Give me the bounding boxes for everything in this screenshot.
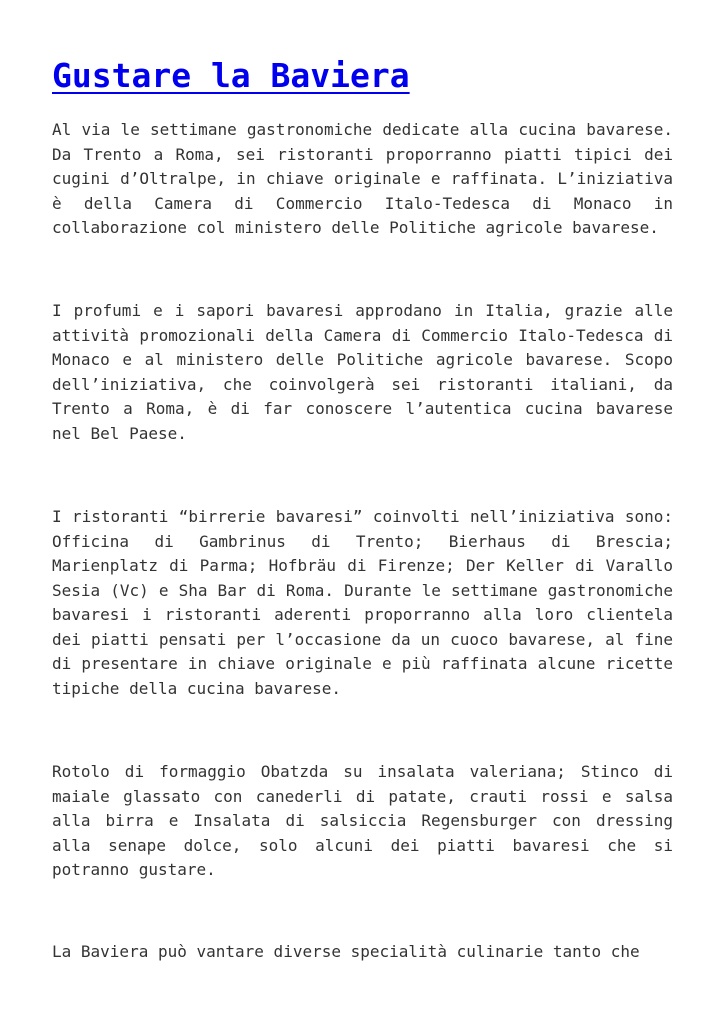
paragraph-specialties: La Baviera può vantare diverse specialità culinarie tanto che <box>52 942 640 961</box>
paragraph-intro: Al via le settimane gastronomiche dedicate alla cucina bavarese. Da Trento a Roma, sei ristoranti proporranno piatti tipici dei cugini d’Oltralpe, in chiave originale e raffinata. L’iniziativa è della Camera di Commercio Italo-Tedesca di Monaco in collaborazione col ministero delle Politiche agricole bavarese. <box>52 120 673 237</box>
paragraph-restaurants: I ristoranti “birrerie bavaresi” coinvolti nell’iniziativa sono: Officina di Gambrinus di Trento; Bierhaus di Brescia; Marienplatz di Parma; Hofbräu di Firenze; Der Keller di Varallo Sesia (Vc) e Sha Bar di Roma. Durante le settimane gastronomiche bavaresi i ristoranti aderenti proporranno alla loro clientela dei piatti pensati per l’occasione da un cuoco bavarese, al fine di presentare in chiave originale e più raffinata alcune ricette tipiche della cucina bavarese. <box>52 507 673 698</box>
paragraph-promotion: I profumi e i sapori bavaresi approdano in Italia, grazie alle attività promozionali della Camera di Commercio Italo-Tedesca di Monaco e al ministero delle Politiche agricole bavarese. Scopo dell’iniziativa, che coinvolgerà sei ristoranti italiani, da Trento a Roma, è di far conoscere l’autentica cucina bavarese nel Bel Paese. <box>52 301 673 443</box>
article-title-link[interactable]: Gustare la Baviera <box>52 56 410 95</box>
paragraph-dishes: Rotolo di formaggio Obatzda su insalata valeriana; Stinco di maiale glassato con canederli di patate, crauti rossi e salsa alla birra e Insalata di salsiccia Regensburger con dressing alla senape dolce, solo alcuni dei piatti bavaresi che si potranno gustare. <box>52 762 673 879</box>
